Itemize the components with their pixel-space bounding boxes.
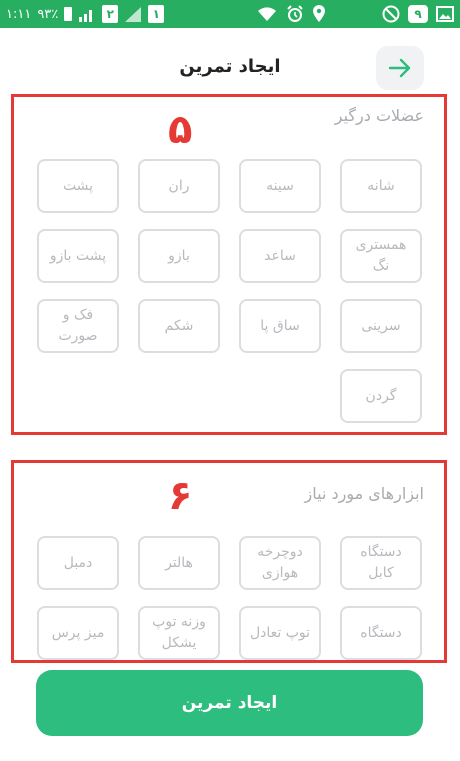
muscle-chip[interactable]: ساعد xyxy=(239,229,321,283)
muscle-chip[interactable]: شانه xyxy=(340,159,422,213)
arrow-right-icon xyxy=(388,57,412,79)
do-not-disturb-icon xyxy=(382,5,400,23)
alarm-icon xyxy=(286,5,304,23)
signal-bars-icon xyxy=(78,6,96,22)
signal-bars-icon xyxy=(124,6,142,22)
annotation-number: ۵ xyxy=(168,107,193,153)
status-bar xyxy=(0,0,460,28)
equipment-chip[interactable]: توپ تعادل xyxy=(239,606,321,660)
muscle-chip[interactable]: سینه xyxy=(239,159,321,213)
equipment-chip[interactable]: دوچرخه هوازی xyxy=(239,536,321,590)
equipment-chip[interactable]: دستگاه کابل xyxy=(340,536,422,590)
equipment-chip[interactable]: هالتر xyxy=(138,536,220,590)
status-left xyxy=(6,0,164,28)
page-title: ایجاد تمرین xyxy=(179,56,281,77)
equipment-chip[interactable]: دستگاه xyxy=(340,606,422,660)
wifi-icon xyxy=(256,6,278,22)
muscle-chip[interactable]: فک و صورت xyxy=(37,299,119,353)
battery-icon xyxy=(64,7,72,21)
muscle-chip[interactable]: شکم xyxy=(138,299,220,353)
sim-icon: ۲ xyxy=(102,5,118,23)
muscle-chip[interactable]: پشت xyxy=(37,159,119,213)
equipment-chip[interactable]: میز پرس xyxy=(37,606,119,660)
status-right xyxy=(256,0,454,28)
muscle-chip[interactable]: بازو xyxy=(138,229,220,283)
muscle-chip[interactable]: سرینی xyxy=(340,299,422,353)
notification-badge: ۹ xyxy=(408,5,428,23)
back-button[interactable] xyxy=(376,46,424,90)
location-icon xyxy=(312,5,326,23)
create-workout-button[interactable]: ایجاد تمرین xyxy=(36,670,423,736)
sim-icon: ۱ xyxy=(148,5,164,23)
clock: ۱:۱۱ xyxy=(6,6,32,22)
muscle-chip[interactable]: ران xyxy=(138,159,220,213)
equipment-section-title: ابزارهای مورد نیاز xyxy=(304,484,424,503)
muscle-chip[interactable]: همستری نگ xyxy=(340,229,422,283)
muscles-section-title: عضلات درگیر xyxy=(334,106,424,125)
image-icon xyxy=(436,6,454,22)
equipment-chip[interactable]: وزنه توپ یشکل xyxy=(138,606,220,660)
battery-percent: ۹۳٪ xyxy=(37,6,59,22)
muscle-chip[interactable]: گردن xyxy=(340,369,422,423)
annotation-number: ۶ xyxy=(168,473,193,519)
muscle-chip[interactable]: پشت بازو xyxy=(37,229,119,283)
muscle-chip[interactable]: ساق پا xyxy=(239,299,321,353)
app-header xyxy=(0,40,460,96)
equipment-chip[interactable]: دمبل xyxy=(37,536,119,590)
